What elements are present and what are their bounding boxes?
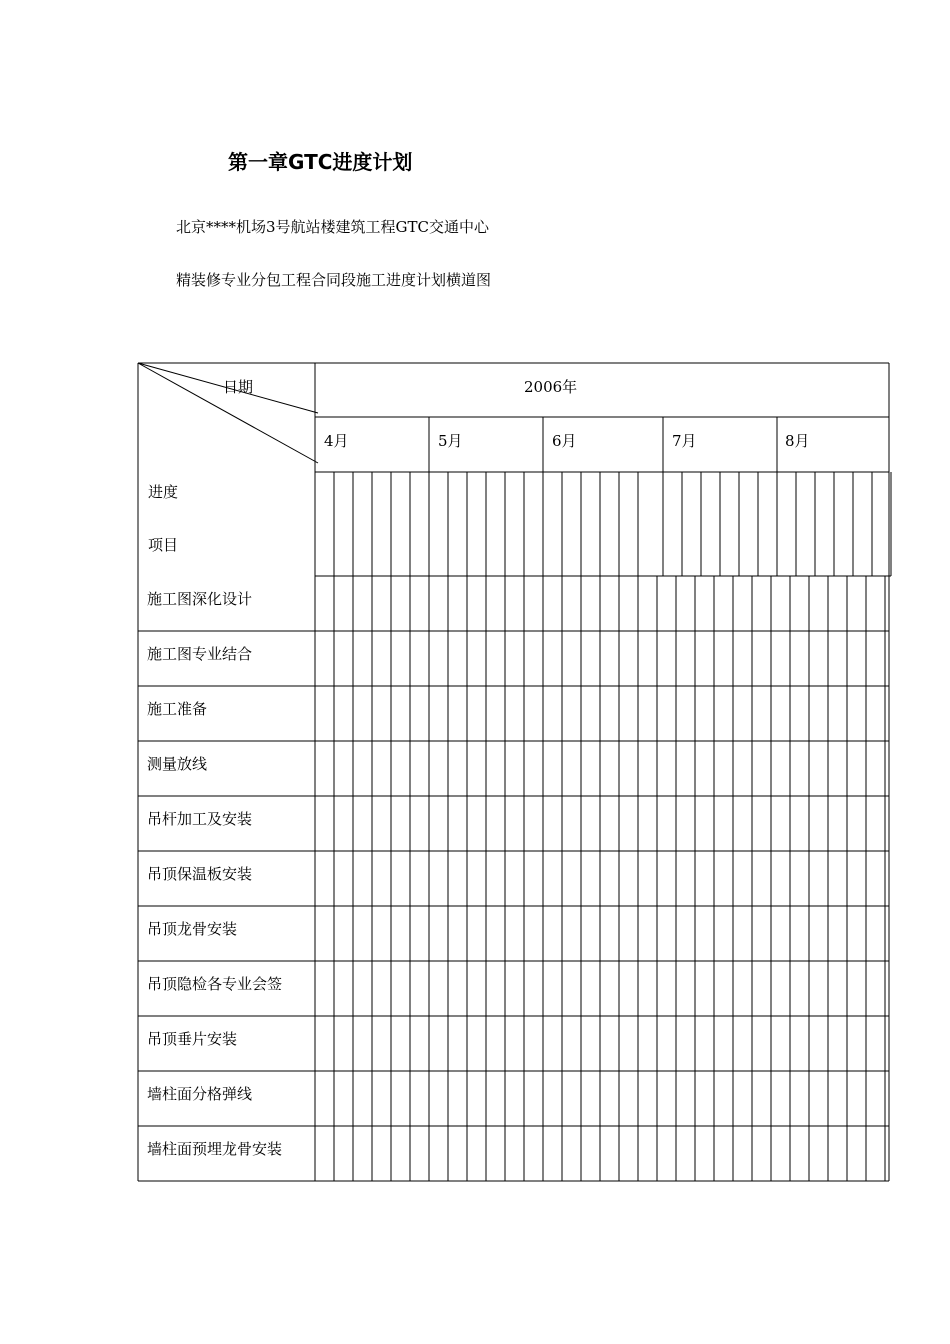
month-label: 6月 <box>552 432 577 450</box>
task-label: 施工准备 <box>147 700 208 718</box>
task-label: 吊顶保温板安装 <box>147 865 253 883</box>
task-label: 吊顶龙骨安装 <box>147 920 238 938</box>
chart-description: 精装修专业分包工程合同段施工进度计划横道图 <box>176 271 492 289</box>
date-header-label: 日期 <box>223 378 254 396</box>
task-label: 施工图深化设计 <box>147 590 253 608</box>
month-label: 5月 <box>438 432 463 450</box>
year-label: 2006年 <box>524 378 578 396</box>
progress-header-label: 进度 <box>148 483 179 501</box>
project-name: 北京****机场3号航站楼建筑工程GTC交通中心 <box>176 218 490 236</box>
task-label: 测量放线 <box>147 755 208 773</box>
month-label: 8月 <box>785 432 810 450</box>
task-label: 吊顶垂片安装 <box>147 1030 238 1048</box>
task-label: 吊顶隐检各专业会签 <box>147 975 283 993</box>
task-label: 墙柱面预埋龙骨安装 <box>147 1140 283 1158</box>
month-label: 7月 <box>672 432 697 450</box>
month-label: 4月 <box>324 432 349 450</box>
item-header-label: 项目 <box>148 536 179 554</box>
task-label: 墙柱面分格弹线 <box>147 1085 253 1103</box>
page-title: 第一章GTC进度计划 <box>228 150 413 174</box>
task-label: 吊杆加工及安装 <box>147 810 253 828</box>
task-label: 施工图专业结合 <box>147 645 253 663</box>
